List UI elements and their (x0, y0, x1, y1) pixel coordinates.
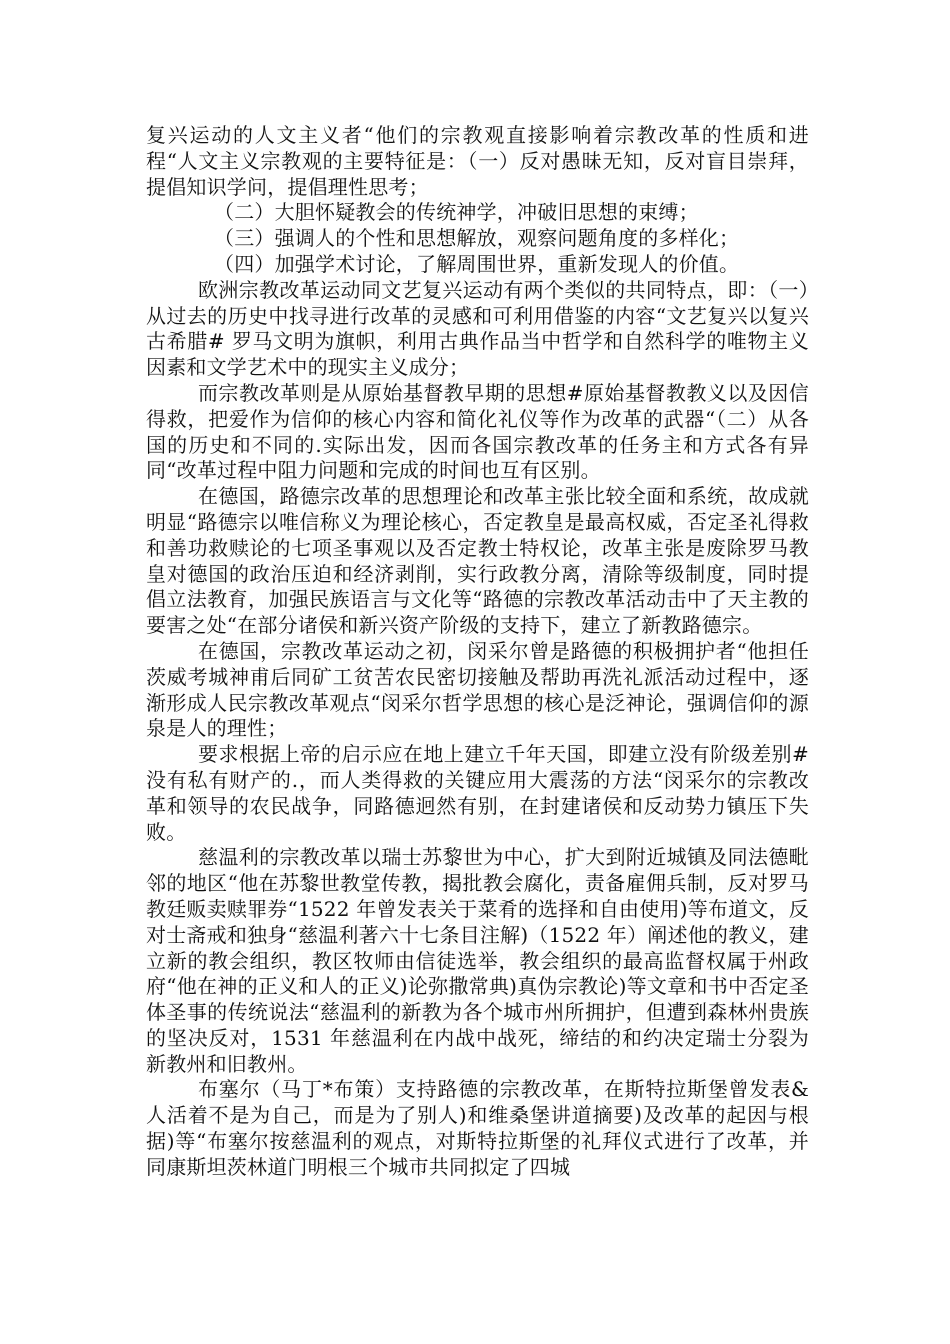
paragraph-early-christianity: 而宗教改革则是从原始基督教早期的思想#原始基督教教义以及因信得救，把爱作为信仰的核心内容和简化礼仪等作为改革的武器“（二）从各国的历史和不同的.实际出发，因而各国宗教改革的任务主和方式各有异同“改革过程中阻力问题和完成的时间也互有区别。 (146, 380, 809, 483)
paragraph-bucer: 布塞尔（马丁*布策）支持路德的宗教改革，在斯特拉斯堡曾发表&人活着不是为自己，而是为了别人)和维桑堡讲道摘要)及改革的起因与根据)等“布塞尔按慈温利的观点，对斯特拉斯堡的礼拜仪式进行了改革，并同康斯坦茨林道门明根三个城市共同拟定了四城 (146, 1077, 809, 1179)
paragraph-common-features: 欧洲宗教改革运动同文艺复兴运动有两个类似的共同特点，即：（一）从过去的历史中找寻进行改革的灵感和可利用借鉴的内容“文艺复兴以复兴古希腊# 罗马文明为旗帜，利用古典作品当中哲学和自然科学的唯物主义因素和文学艺术中的现实主义成分； (146, 277, 809, 380)
paragraph-muntzer: 在德国，宗教改革运动之初，闵采尔曾是路德的积极拥护者“他担任茨威考城神甫后同矿工贫苦农民密切接触及帮助再洗礼派活动过程中，逐渐形成人民宗教改革观点“闵采尔哲学思想的核心是泛神论，强调信仰的源泉是人的理性； (146, 638, 809, 741)
list-item-theology-doubt: （二）大胆怀疑教会的传统神学，冲破旧思想的束缚； (214, 200, 699, 225)
list-item-individuality: （三）强调人的个性和思想解放，观察问题角度的多样化； (214, 226, 740, 251)
paragraph-zwingli: 慈温利的宗教改革以瑞士苏黎世为中心，扩大到附近城镇及同法德毗邻的地区“他在苏黎世教堂传教，揭批教会腐化，责备雇佣兵制，反对罗马教廷贩卖赎罪券“1522 年曾发表关于菜肴的选择和自由使用)等布道文，反对士斋戒和独身“慈温利著六十七条目注解)（1522 年）阐述他的教义，建立新的教会组织，教区牧师由信徒选举，教会组织的最高监督权属于州政府“他在神的正义和人的正义)论弥撒常典)真伪宗教论)等文章和书中否定圣体圣事的传统说法“慈温利的新教为各个城市州所拥护，但遭到森林州贵族的坚决反对，1531 年慈温利在内战中战死，缔结的和约决定瑞士分裂为新教州和旧教州。 (146, 845, 809, 1076)
paragraph-millennial-kingdom: 要求根据上帝的启示应在地上建立千年天国，即建立没有阶级差别#没有私有财产的.，而人类得救的关键应用大震荡的方法“闵采尔的宗教改革和领导的农民战争，同路德迥然有别，在封建诸侯和反动势力镇压下失败。 (146, 742, 809, 844)
list-item-academic-discussion: （四）加强学术讨论，了解周围世界，重新发现人的价值。 (214, 251, 740, 276)
paragraph-humanist-religious-view: 复兴运动的人文主义者“他们的宗教观直接影响着宗教改革的性质和进程“人文主义宗教观的主要特征是：（一）反对愚昧无知，反对盲目崇拜，提倡知识学问，提倡理性思考； (146, 123, 809, 199)
paragraph-lutheran-reform: 在德国，路德宗改革的思想理论和改革主张比较全面和系统，故成就明显“路德宗以唯信称义为理论核心，否定教皇是最高权威，否定圣礼得救和善功救赎论的七项圣事观以及否定教士特权论，改革主张是废除罗马教皇对德国的政治压迫和经济剥削，实行政教分离，清除等级制度，同时提倡立法教育，加强民族语言与文化等“路德的宗教改革活动击中了天主教的要害之处“在部分诸侯和新兴资产阶级的支持下，建立了新教路德宗。 (146, 484, 809, 638)
document-body (146, 123, 809, 1181)
